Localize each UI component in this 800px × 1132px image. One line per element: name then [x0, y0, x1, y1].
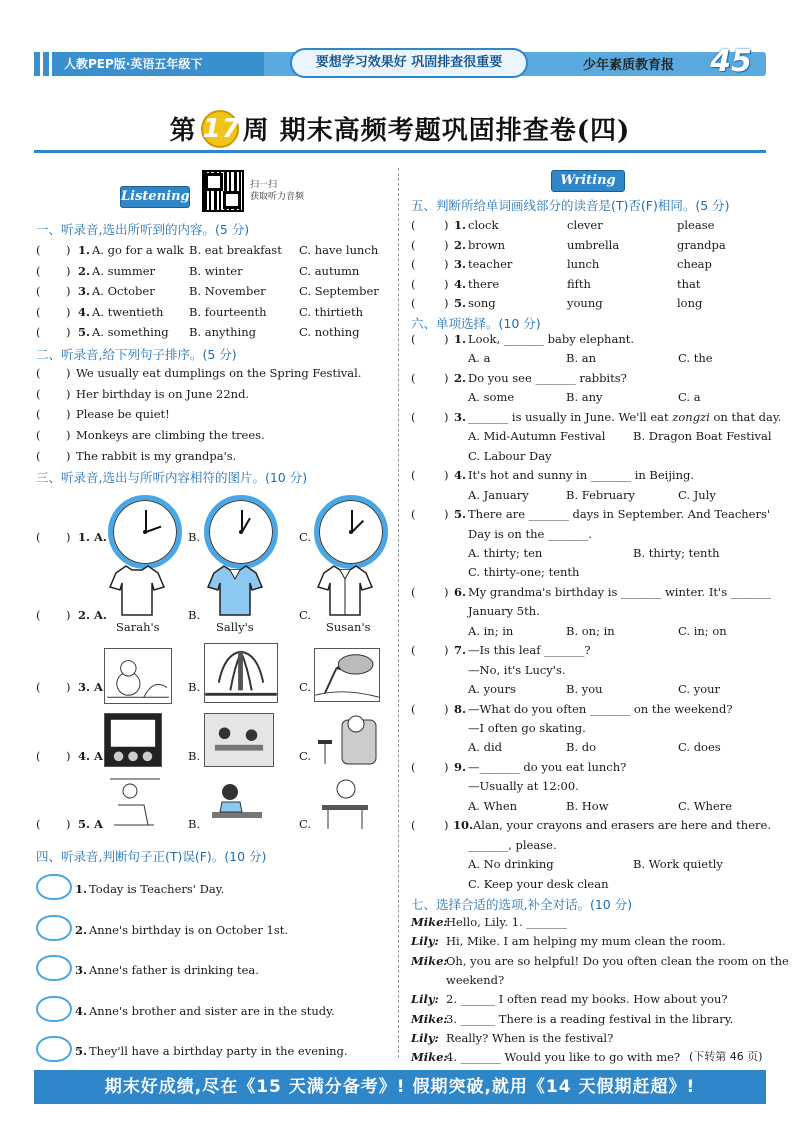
word-3: cheap	[677, 257, 712, 271]
answer-close-paren: )	[66, 530, 71, 544]
section-7-heading: 七、选择合适的选项,补全对话。(10 分)	[411, 897, 633, 912]
option-c: C. autumn	[299, 263, 360, 278]
option-a: A. something	[92, 325, 169, 339]
answer-open-paren[interactable]: (	[36, 284, 41, 298]
autumn-tree-icon	[314, 648, 380, 702]
question-number: 5.	[78, 325, 91, 339]
option-b: B. you	[566, 682, 603, 697]
row-number-a: 5. A.	[78, 817, 107, 831]
answer-close-paren: )	[66, 366, 71, 380]
question-number: 9.	[454, 759, 467, 774]
row-number-a: 3. A.	[78, 680, 107, 694]
option-a: A. twentieth	[92, 304, 164, 319]
question-number: 2.	[454, 237, 467, 252]
shirt-name-a: Sarah's	[116, 620, 160, 634]
question-text: It's hot and sunny in _______ in Beijing.	[468, 468, 695, 483]
option-line: —I often go skating.	[468, 721, 586, 735]
label-b: B.	[188, 530, 201, 544]
option-line: C. Labour Day	[468, 448, 552, 463]
answer-close-paren: )	[66, 304, 71, 319]
option-line: —Usually at 12:00.	[468, 779, 579, 794]
option-a: A. some	[468, 390, 515, 405]
question-number: 3.	[75, 963, 88, 977]
option-b: B. any	[566, 390, 603, 405]
grandma-chair-picture-icon	[314, 706, 380, 768]
page-title: 第 17周 期末高频考题巩固排查卷(四)	[0, 110, 800, 148]
answer-close-paren: )	[66, 680, 71, 694]
speaker-name: Mike:	[411, 1050, 448, 1065]
children-reading-picture-icon	[204, 713, 274, 767]
option-line: C. Keep your desk clean	[468, 876, 609, 891]
qr-code[interactable]	[202, 170, 244, 212]
option-b: B. do	[566, 740, 597, 755]
question-number: 10.	[453, 818, 474, 833]
statement-text: Anne's father is drinking tea.	[89, 963, 259, 977]
label-b: B.	[188, 608, 201, 622]
answer-close-paren: )	[444, 507, 449, 522]
word-3: please	[677, 218, 715, 232]
answer-close-paren: )	[66, 243, 71, 257]
answer-open-paren[interactable]: (	[36, 407, 41, 422]
option-b: B. November	[189, 284, 266, 298]
statement-text: Anne's birthday is on October 1st.	[89, 922, 289, 937]
speaker-name: Mike:	[411, 1011, 448, 1026]
option-b: B. an	[566, 351, 597, 366]
answer-open-paren[interactable]: (	[411, 370, 416, 385]
question-number: 3.	[78, 284, 91, 298]
answer-close-paren: )	[444, 584, 449, 599]
question-number: 5.	[454, 296, 467, 310]
girl-drawing-picture-icon	[206, 780, 266, 830]
option-b: B. February	[566, 487, 636, 502]
option-c: C. have lunch	[299, 243, 379, 257]
answer-open-paren[interactable]: (	[36, 680, 41, 694]
continued-note: (下转第 46 页)	[689, 1050, 763, 1063]
answer-open-paren[interactable]: (	[36, 428, 41, 443]
dialog-text: weekend?	[446, 972, 505, 987]
clock-a-icon	[108, 495, 182, 569]
clock-c-icon	[314, 495, 388, 569]
option-b: B. eat breakfast	[189, 243, 282, 257]
label-b: B.	[188, 749, 201, 763]
answer-close-paren: )	[444, 759, 449, 774]
option-a: A. Mid-Autumn Festival	[468, 429, 606, 444]
statement-text: Anne's brother and sister are in the study.	[89, 1003, 335, 1018]
shirt-susan-icon	[316, 563, 374, 617]
question-number: 4.	[78, 304, 91, 319]
shirt-name-c: Susan's	[326, 620, 371, 634]
question-number: 3.	[454, 409, 467, 424]
statement-text: Today is Teachers' Day.	[89, 882, 225, 896]
book-label: 人教PEP版·英语五年级下	[64, 57, 203, 71]
page-number: 45	[710, 44, 752, 79]
question-number: 4.	[75, 1003, 88, 1018]
listening-badge: Listening	[120, 186, 190, 208]
answer-close-paren: )	[66, 386, 71, 401]
label-c: C.	[299, 749, 312, 763]
option-a: A. October	[92, 284, 155, 298]
answer-cloud-icon[interactable]	[36, 874, 72, 900]
footer-banner: 期末好成绩,尽在《15 天满分备考》! 假期突破,就用《14 天假期赶超》!	[34, 1070, 766, 1104]
answer-open-paren[interactable]: (	[411, 409, 416, 424]
section-3-heading: 三、听录音,选出与所听内容相符的图片。(10 分)	[36, 470, 308, 485]
brand-label: 少年素质教育报	[583, 58, 675, 73]
title-rule	[34, 150, 766, 153]
word-1: there	[468, 276, 500, 291]
question-text: There are _______ days in September. And Teachers'	[468, 507, 771, 522]
word-1: clock	[468, 218, 499, 232]
answer-close-paren: )	[444, 257, 449, 271]
shirt-sarah-icon	[108, 563, 166, 617]
answer-open-paren[interactable]: (	[411, 237, 416, 252]
option-b: B. fourteenth	[189, 304, 267, 319]
label-c: C.	[299, 608, 312, 622]
statement-text: They'll have a birthday party in the evening.	[89, 1044, 348, 1058]
answer-open-paren[interactable]: (	[411, 584, 416, 599]
answer-open-paren[interactable]: (	[36, 325, 41, 339]
word-3: grandpa	[677, 237, 726, 252]
word-3: long	[677, 296, 703, 310]
option-b: B. anything	[189, 325, 256, 339]
question-text: —Is this leaf _______?	[468, 643, 591, 658]
section-5-heading: 五、判断所给单词画线部分的读音是(T)否(F)相同。(5 分)	[411, 198, 730, 213]
option-a: A. When	[468, 798, 518, 813]
answer-open-paren[interactable]: (	[411, 701, 416, 716]
dialog-text: Really? When is the festival?	[446, 1030, 614, 1045]
tv-screen-picture-icon	[104, 713, 162, 767]
option-c: C. Where	[678, 798, 733, 813]
question-number: 5.	[75, 1044, 88, 1058]
section-2-heading: 二、听录音,给下列句子排序。(5 分)	[36, 347, 237, 362]
option-line: _______, please.	[468, 837, 557, 852]
answer-close-paren: )	[444, 370, 449, 385]
question-number: 4.	[454, 468, 467, 483]
section-4-heading: 四、听录音,判断句子正(T)误(F)。(10 分)	[36, 849, 267, 864]
question-text: My grandma's birthday is _______ winter. It's _______	[468, 584, 771, 599]
speaker-name: Lily:	[411, 1030, 439, 1045]
question-number: 4.	[454, 276, 467, 291]
answer-open-paren[interactable]: (	[411, 296, 416, 310]
word-1: brown	[468, 237, 506, 252]
word-2: fifth	[567, 276, 591, 291]
answer-cloud-icon[interactable]	[36, 1036, 72, 1062]
option-c: C. thirtieth	[299, 304, 364, 319]
question-number: 1.	[78, 243, 91, 257]
answer-open-paren[interactable]: (	[36, 817, 41, 831]
option-b: B. Work quietly	[633, 857, 723, 872]
option-c: C. does	[678, 740, 721, 755]
option-c: C. your	[678, 682, 721, 697]
qr-caption: 扫一扫 获取听力音频	[250, 180, 305, 202]
option-a: A. yours	[468, 682, 516, 697]
option-c: C. July	[678, 487, 716, 502]
answer-open-paren[interactable]: (	[36, 263, 41, 278]
option-c: C. a	[678, 390, 701, 405]
section-6-heading: 六、单项选择。(10 分)	[411, 316, 541, 331]
question-number: 1.	[454, 218, 467, 232]
answer-cloud-icon[interactable]	[36, 955, 72, 981]
dialog-text: 4. _______ Would you like to go with me?	[446, 1050, 681, 1065]
children-playing-picture-icon	[104, 775, 164, 829]
answer-open-paren[interactable]: (	[36, 608, 41, 622]
answer-close-paren: )	[66, 428, 71, 443]
option-a: A. thirty; ten	[468, 545, 543, 560]
dialog-text: Hello, Lily. 1. _______	[446, 915, 567, 929]
willow-tree-icon	[204, 643, 278, 703]
question-text: —What do you often _______ on the weekend?	[468, 701, 733, 716]
sentence-text: Please be quiet!	[76, 407, 170, 422]
question-number: 2.	[78, 263, 91, 278]
question-text: Alan, your crayons and erasers are here and there.	[473, 818, 771, 833]
question-number: 3.	[454, 257, 467, 271]
section-1-heading: 一、听录音,选出所听到的内容。(5 分)	[36, 222, 250, 237]
option-c: C. September	[299, 284, 379, 298]
question-number: 1.	[75, 882, 88, 896]
speaker-name: Lily:	[411, 934, 439, 949]
column-divider	[398, 168, 399, 1058]
answer-close-paren: )	[444, 218, 449, 232]
option-line: —No, it's Lucy's.	[468, 662, 566, 677]
question-text: Look, _______ baby elephant.	[468, 332, 634, 346]
question-number: 2.	[75, 922, 88, 937]
writing-badge: Writing	[551, 170, 625, 192]
answer-cloud-icon[interactable]	[36, 996, 72, 1022]
answer-cloud-icon[interactable]	[36, 915, 72, 941]
motto-banner: 要想学习效果好 巩固排查很重要	[290, 48, 528, 78]
question-number: 5.	[454, 507, 467, 522]
speaker-name: Lily:	[411, 992, 439, 1007]
answer-open-paren[interactable]: (	[411, 332, 416, 346]
option-a: A. No drinking	[468, 857, 554, 872]
answer-close-paren: )	[444, 332, 449, 346]
word-2: umbrella	[567, 237, 620, 252]
option-line: Day is on the _______.	[468, 526, 592, 541]
answer-close-paren: )	[444, 643, 449, 658]
answer-close-paren: )	[66, 448, 71, 463]
answer-open-paren[interactable]: (	[411, 276, 416, 291]
speaker-name: Mike:	[411, 953, 448, 968]
row-number-a: 2. A.	[78, 608, 107, 622]
word-3: that	[677, 276, 701, 291]
word-2: young	[567, 296, 603, 310]
sentence-text: Monkeys are climbing the trees.	[76, 428, 265, 443]
option-a: A. January	[468, 487, 529, 502]
option-line: C. thirty-one; tenth	[468, 565, 580, 580]
sentence-text: The rabbit is my grandpa's.	[76, 448, 237, 463]
question-text: _______ is usually in June. We'll eat zongzi on that day.	[468, 409, 782, 424]
question-text: Do you see _______ rabbits?	[468, 370, 627, 385]
answer-open-paren[interactable]: (	[36, 366, 41, 380]
label-c: C.	[299, 817, 312, 831]
option-a: A. go for a walk	[92, 243, 184, 257]
answer-open-paren[interactable]: (	[411, 507, 416, 522]
answer-open-paren[interactable]: (	[36, 530, 41, 544]
answer-close-paren: )	[444, 701, 449, 716]
dialog-text: 3. ______ There is a reading festival in the library.	[446, 1011, 734, 1026]
question-number: 6.	[454, 584, 467, 599]
dialog-text: Hi, Mike. I am helping my mum clean the room.	[446, 934, 726, 949]
boy-desk-picture-icon	[316, 775, 374, 831]
row-number-a: 4. A.	[78, 749, 107, 763]
answer-open-paren[interactable]: (	[36, 448, 41, 463]
option-a: A. in; in	[468, 623, 514, 638]
option-c: C. in; on	[678, 623, 727, 638]
answer-open-paren[interactable]: (	[36, 243, 41, 257]
question-number: 8.	[454, 701, 467, 716]
sentence-text: We usually eat dumplings on the Spring Festival.	[76, 366, 362, 380]
answer-close-paren: )	[66, 263, 71, 278]
question-number: 1.	[454, 332, 467, 346]
answer-open-paren[interactable]: (	[36, 386, 41, 401]
answer-open-paren[interactable]: (	[411, 218, 416, 232]
word-2: lunch	[567, 257, 600, 271]
answer-close-paren: )	[66, 817, 71, 831]
row-number-a: 1. A.	[78, 530, 107, 544]
question-number: 2.	[454, 370, 467, 385]
label-c: C.	[299, 680, 312, 694]
answer-close-paren: )	[444, 276, 449, 291]
answer-close-paren: )	[444, 237, 449, 252]
speaker-name: Mike:	[411, 915, 448, 929]
option-c: C. the	[678, 351, 713, 366]
option-b: B. thirty; tenth	[633, 545, 720, 560]
answer-open-paren[interactable]: (	[411, 759, 416, 774]
word-2: clever	[567, 218, 603, 232]
option-b: B. winter	[189, 263, 243, 278]
question-number: 7.	[454, 643, 467, 658]
dialog-text: 2. ______ I often read my books. How about you?	[446, 992, 728, 1007]
answer-close-paren: )	[444, 296, 449, 310]
option-a: A. did	[468, 740, 503, 755]
option-b: B. on; in	[566, 623, 615, 638]
answer-open-paren[interactable]: (	[36, 749, 41, 763]
word-1: teacher	[468, 257, 513, 271]
answer-open-paren[interactable]: (	[36, 304, 41, 319]
answer-close-paren: )	[66, 407, 71, 422]
answer-close-paren: )	[66, 284, 71, 298]
label-b: B.	[188, 817, 201, 831]
answer-open-paren[interactable]: (	[411, 257, 416, 271]
answer-close-paren: )	[444, 409, 449, 424]
option-b: B. Dragon Boat Festival	[633, 429, 772, 444]
answer-close-paren: )	[66, 325, 71, 339]
shirt-sally-icon	[206, 563, 264, 617]
option-line: January 5th.	[468, 604, 540, 619]
sentence-text: Her birthday is on June 22nd.	[76, 386, 250, 401]
option-c: C. nothing	[299, 325, 360, 339]
answer-open-paren[interactable]: (	[411, 818, 416, 833]
dialog-text: Oh, you are so helpful! Do you often clean the room on the	[446, 953, 789, 968]
answer-close-paren: )	[444, 468, 449, 483]
week-badge: 17	[201, 110, 239, 148]
answer-close-paren: )	[66, 608, 71, 622]
word-1: song	[468, 296, 496, 310]
clock-b-icon	[204, 495, 278, 569]
answer-open-paren[interactable]: (	[411, 468, 416, 483]
shirt-name-b: Sally's	[216, 620, 254, 634]
question-text: —_______ do you eat lunch?	[468, 759, 627, 774]
answer-open-paren[interactable]: (	[411, 643, 416, 658]
option-b: B. How	[566, 798, 609, 813]
option-a: A. summer	[92, 263, 156, 278]
answer-close-paren: )	[444, 818, 449, 833]
label-b: B.	[188, 680, 201, 694]
snowman-picture-icon	[104, 648, 172, 704]
label-c: C.	[299, 530, 312, 544]
option-a: A. a	[468, 351, 491, 366]
answer-close-paren: )	[66, 749, 71, 763]
